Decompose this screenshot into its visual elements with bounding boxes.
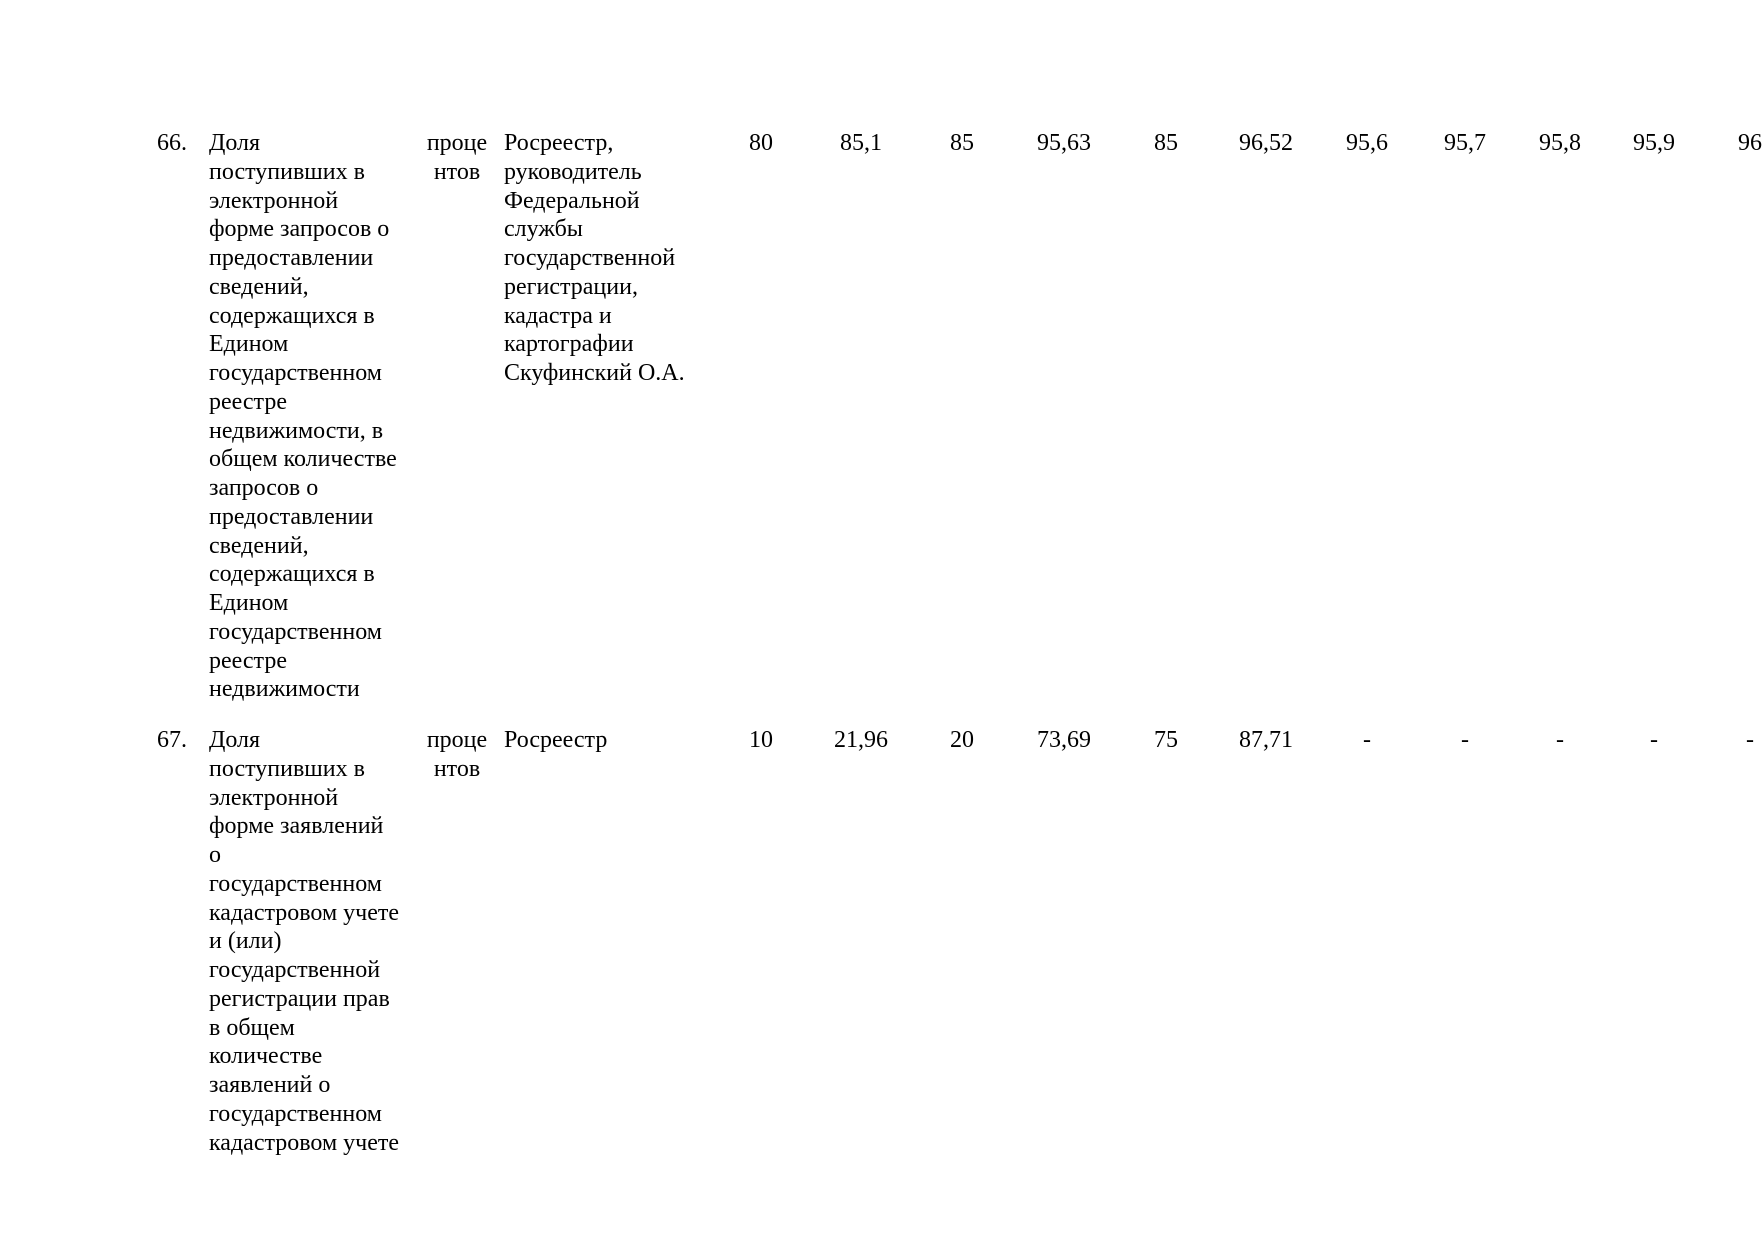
indicator-name-line: заявлений о xyxy=(209,1072,331,1098)
responsible-line: картографии xyxy=(504,331,634,358)
indicator-name-line: запросов о xyxy=(209,475,319,501)
value-cell: 95,7 xyxy=(1444,130,1486,156)
responsible-line: кадастра и xyxy=(504,302,612,329)
indicator-name-line: государственной xyxy=(209,957,381,983)
responsible-line: Федеральной xyxy=(504,187,640,214)
value-cell: - xyxy=(1363,727,1371,753)
indicator-name-line: в общем xyxy=(209,1014,295,1041)
indicator-name-line: Доля xyxy=(209,130,261,156)
indicator-name-line: сведений, xyxy=(209,273,309,300)
value-cell: 73,69 xyxy=(1037,727,1091,753)
unit-line: нтов xyxy=(433,158,481,185)
value-cell: 85,1 xyxy=(840,130,882,156)
indicator-name-line: реестре xyxy=(209,647,287,674)
indicator-name-line: регистрации прав xyxy=(209,985,390,1012)
indicator-name-line: поступивших в xyxy=(209,158,365,185)
value-cell: 87,71 xyxy=(1239,727,1293,753)
indicator-name-line: сведений, xyxy=(209,532,309,559)
unit-line: проце xyxy=(426,130,488,156)
indicator-name-line: Едином xyxy=(209,590,289,616)
value-cell-truncated: 96 xyxy=(1738,130,1762,156)
value-cell: - xyxy=(1650,727,1658,753)
responsible-line: регистрации, xyxy=(504,273,638,300)
value-cell: 96,52 xyxy=(1239,130,1293,156)
indicator-name-line: Едином xyxy=(209,331,289,358)
responsible-line: службы xyxy=(504,216,583,243)
row-index: 66. xyxy=(157,130,187,156)
responsible-party xyxy=(504,129,685,388)
responsible-line: руководитель xyxy=(504,158,642,185)
responsible-line: Росреестр xyxy=(504,727,608,753)
indicator-name-line: общем количестве xyxy=(209,446,397,473)
indicator-name-line: Доля xyxy=(209,727,261,753)
value-cell: 10 xyxy=(749,727,773,753)
value-cell: 80 xyxy=(749,130,773,156)
indicator-name xyxy=(209,726,399,1157)
indicator-name-line: недвижимости xyxy=(209,676,360,703)
value-cell: 21,96 xyxy=(834,727,888,753)
value-cell: 95,63 xyxy=(1037,130,1091,156)
unit-line: нтов xyxy=(433,755,481,782)
responsible-line: Скуфинский О.А. xyxy=(504,360,685,386)
value-cell: 95,9 xyxy=(1633,130,1675,156)
row-index: 67. xyxy=(157,727,187,753)
indicator-name-line: недвижимости, в xyxy=(209,417,384,444)
indicator-name-line: форме запросов о xyxy=(209,216,390,243)
value-cell: 95,8 xyxy=(1539,130,1581,156)
responsible-party xyxy=(504,726,607,755)
indicator-name-line: предоставлении xyxy=(209,503,374,530)
indicator-name-line: кадастровом учете xyxy=(209,1129,400,1156)
indicator-name-line: содержащихся в xyxy=(209,561,375,588)
value-cell-truncated: - xyxy=(1746,727,1754,753)
indicator-name-line: реестре xyxy=(209,388,287,415)
value-cell: - xyxy=(1461,727,1469,753)
indicator-name xyxy=(209,129,397,704)
indicator-name-line: государственном xyxy=(209,618,382,645)
value-cell: 85 xyxy=(950,130,974,156)
value-cell: - xyxy=(1556,727,1564,753)
responsible-line: Росреестр, xyxy=(504,130,614,156)
indicator-name-line: электронной xyxy=(209,187,339,214)
unit-of-measure xyxy=(425,726,489,784)
indicator-name-line: государственном xyxy=(209,870,382,897)
value-cell: 20 xyxy=(950,727,974,753)
indicator-name-line: кадастровом учете xyxy=(209,899,400,926)
unit-of-measure xyxy=(425,129,489,187)
responsible-line: государственной xyxy=(504,245,676,271)
unit-line: проце xyxy=(426,727,488,753)
indicator-name-line: предоставлении xyxy=(209,245,374,271)
value-cell: 95,6 xyxy=(1346,130,1388,156)
indicator-name-line: поступивших в xyxy=(209,755,365,782)
indicator-name-line: и (или) xyxy=(209,928,282,955)
indicator-name-line: государственном xyxy=(209,1100,382,1127)
indicator-name-line: форме заявлений xyxy=(209,813,384,840)
value-cell: 75 xyxy=(1154,727,1178,753)
indicator-name-line: содержащихся в xyxy=(209,302,375,329)
indicator-name-line: количестве xyxy=(209,1043,323,1070)
value-cell: 85 xyxy=(1154,130,1178,156)
indicator-name-line: электронной xyxy=(209,784,339,811)
indicator-name-line: государственном xyxy=(209,360,382,386)
indicator-name-line: о xyxy=(209,842,221,868)
